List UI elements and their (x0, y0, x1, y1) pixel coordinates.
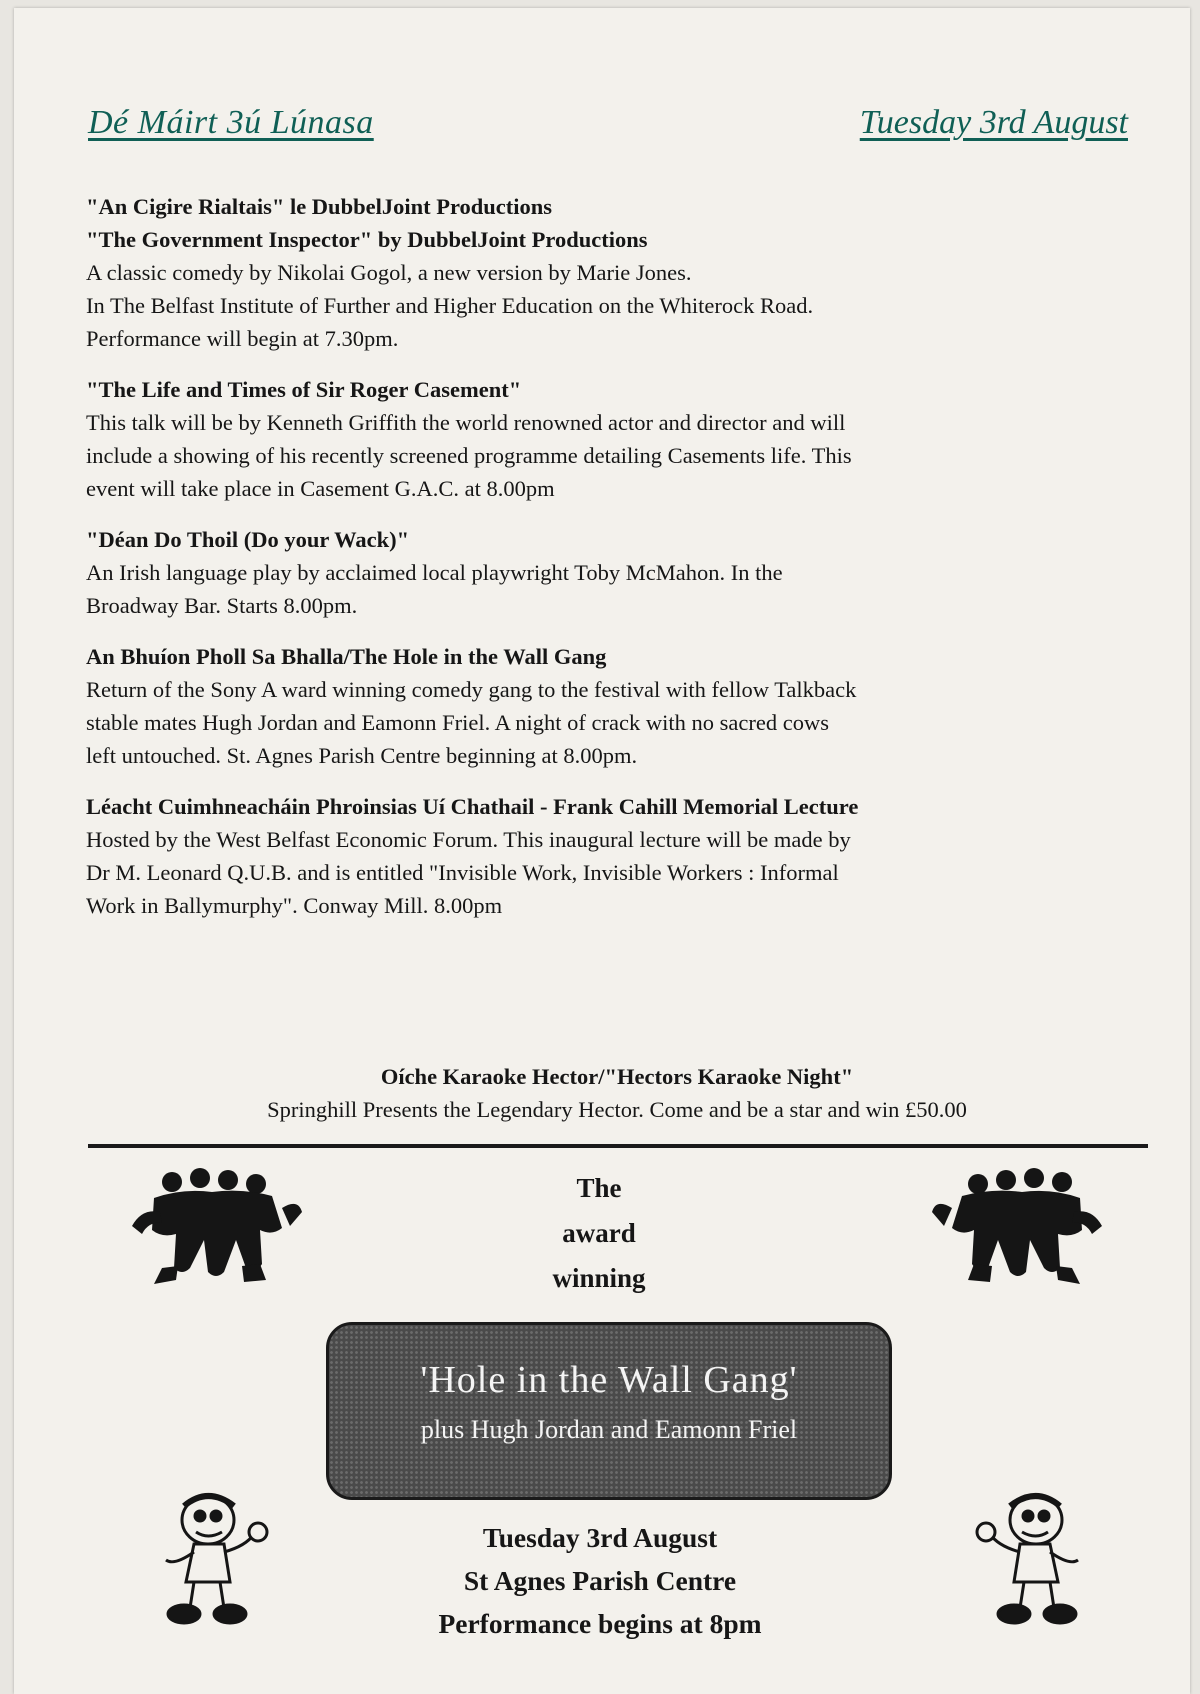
event-karaoke (86, 1060, 1148, 1126)
event-title: Léacht Cuimhneacháin Phroinsias Uí Chathail - Frank Cahill Memorial Lecture (86, 794, 859, 819)
event-line: A classic comedy by Nikolai Gogol, a new version by Marie Jones. (86, 260, 692, 285)
event-line: Work in Ballymurphy". Conway Mill. 8.00pm (86, 893, 503, 918)
dancing-figures-icon (132, 1168, 302, 1293)
event-list (86, 190, 1148, 940)
programme-page (14, 8, 1190, 1694)
event-memorial-lecture (86, 790, 1148, 922)
event-roger-casement (86, 373, 1148, 505)
cartoon-mascot-icon (154, 1486, 272, 1633)
event-line: An Irish language play by acclaimed local playwright Toby McMahon. In the (86, 560, 783, 585)
footer-line: St Agnes Parish Centre (463, 1565, 737, 1596)
performance-details (350, 1516, 850, 1645)
event-hole-in-the-wall (86, 640, 1148, 772)
event-title: Oíche Karaoke Hector/"Hectors Karaoke Night" (380, 1064, 854, 1089)
event-line: Return of the Sony A ward winning comedy gang to the festival with fellow Talkback (86, 677, 857, 702)
event-line: Performance will begin at 7.30pm. (86, 326, 399, 351)
english-date-heading: Tuesday 3rd August (859, 104, 1128, 141)
event-line: Broadway Bar. Starts 8.00pm. (86, 593, 358, 618)
cartoon-mascot-icon (972, 1486, 1090, 1633)
event-line: left untouched. St. Agnes Parish Centre beginning at 8.00pm. (86, 743, 638, 768)
tagline-line: The (576, 1173, 622, 1203)
event-line: Hosted by the West Belfast Economic Forum. This inaugural lecture will be made by (86, 827, 851, 852)
hole-in-the-wall-banner (326, 1322, 892, 1500)
event-title: "The Government Inspector" by DubbelJoint Productions (86, 227, 648, 252)
banner-subtitle: plus Hugh Jordan and Eamonn Friel (420, 1415, 798, 1444)
event-line: This talk will be by Kenneth Griffith the world renowned actor and director and will (86, 410, 846, 435)
event-line: stable mates Hugh Jordan and Eamonn Friel. A night of crack with no sacred cows (86, 710, 829, 735)
banner-title: 'Hole in the Wall Gang' (420, 1359, 798, 1401)
event-dean-do-thoil (86, 523, 1148, 622)
irish-date-heading: Dé Máirt 3ú Lúnasa (88, 104, 374, 141)
event-title: "An Cigire Rialtais" le DubbelJoint Productions (86, 194, 553, 219)
footer-line: Tuesday 3rd August (482, 1522, 718, 1553)
divider (88, 1144, 1148, 1148)
event-line: Dr M. Leonard Q.U.B. and is entitled "Invisible Work, Invisible Workers : Informal (86, 860, 839, 885)
event-title: An Bhuíon Pholl Sa Bhalla/The Hole in the Wall Gang (86, 644, 607, 669)
tagline-line: award (562, 1218, 636, 1248)
event-government-inspector (86, 190, 1148, 355)
event-line: Springhill Presents the Legendary Hector. Come and be a star and win £50.00 (267, 1097, 967, 1122)
event-line: include a showing of his recently screened programme detailing Casements life. This (86, 443, 852, 468)
event-line: In The Belfast Institute of Further and Higher Education on the Whiterock Road. (86, 293, 814, 318)
dancing-figures-icon (932, 1168, 1102, 1293)
event-title: "The Life and Times of Sir Roger Casement" (86, 377, 522, 402)
footer-line: Performance begins at 8pm (438, 1608, 762, 1639)
event-line: event will take place in Casement G.A.C. at 8.00pm (86, 476, 555, 501)
event-title: "Déan Do Thoil (Do your Wack)" (86, 527, 410, 552)
award-tagline (534, 1166, 664, 1301)
tagline-line: winning (552, 1263, 646, 1293)
